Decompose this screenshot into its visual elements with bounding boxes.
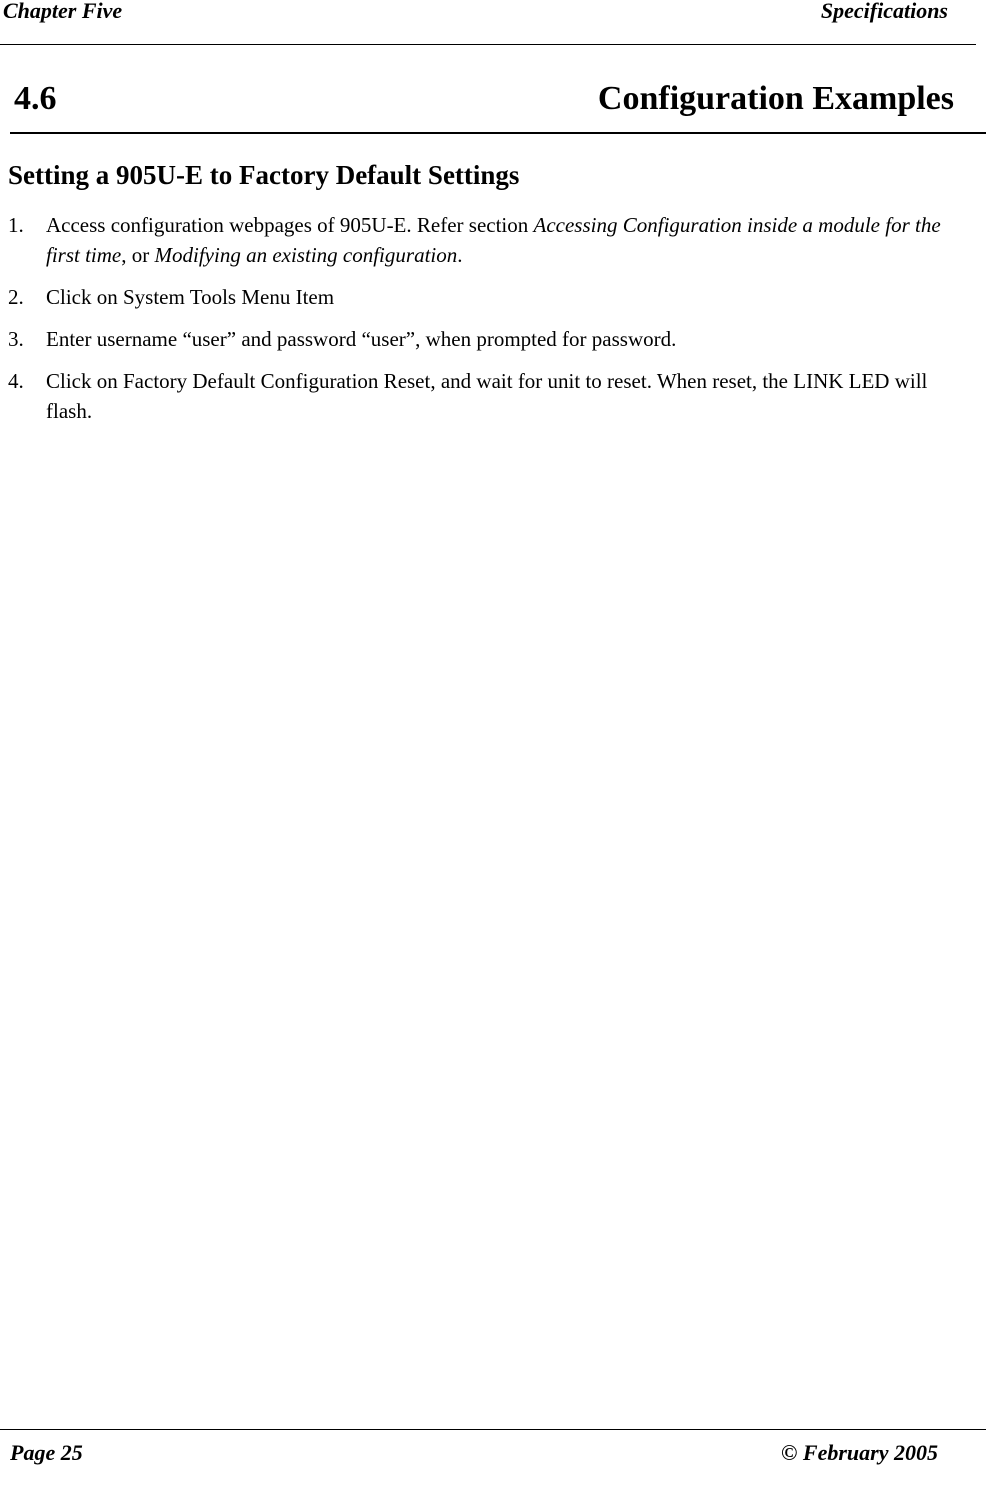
chapter-label: Chapter Five [3,0,123,23]
list-item [8,210,968,270]
step-text: . [457,243,463,267]
section-number: 4.6 [14,80,57,117]
step-number: 4. [8,369,24,393]
subheading: Setting a 905U-E to Factory Default Settings [8,160,520,190]
running-header [0,0,976,45]
step-text: Enter username “user” and password “user”, when prompted for password. [46,327,677,351]
copyright: © February 2005 [781,1440,938,1465]
step-text: Click on System Tools Menu Item [46,285,335,309]
section-title: Configuration Examples [597,80,954,117]
steps-list [8,210,968,438]
list-item [8,282,968,312]
step-number: 3. [8,327,24,351]
list-item [8,324,968,354]
step-text: Access configuration webpages of 905U-E. Refer section [46,213,534,237]
running-footer [0,1429,986,1485]
step-number: 1. [8,213,24,237]
step-text: Click on Factory Default Configuration Reset, and wait for unit to reset. When reset, the LINK LED will flash. [46,369,928,423]
section-label: Specifications [820,0,948,23]
list-item [8,366,968,426]
step-reference-link: Modifying an existing configuration [154,243,458,267]
step-number: 2. [8,285,24,309]
step-text: , or [121,243,155,267]
page-number: Page 25 [10,1440,83,1465]
section-heading [10,78,986,134]
step-reference-link: Accessing Configuration inside a module for the first time [46,213,941,267]
